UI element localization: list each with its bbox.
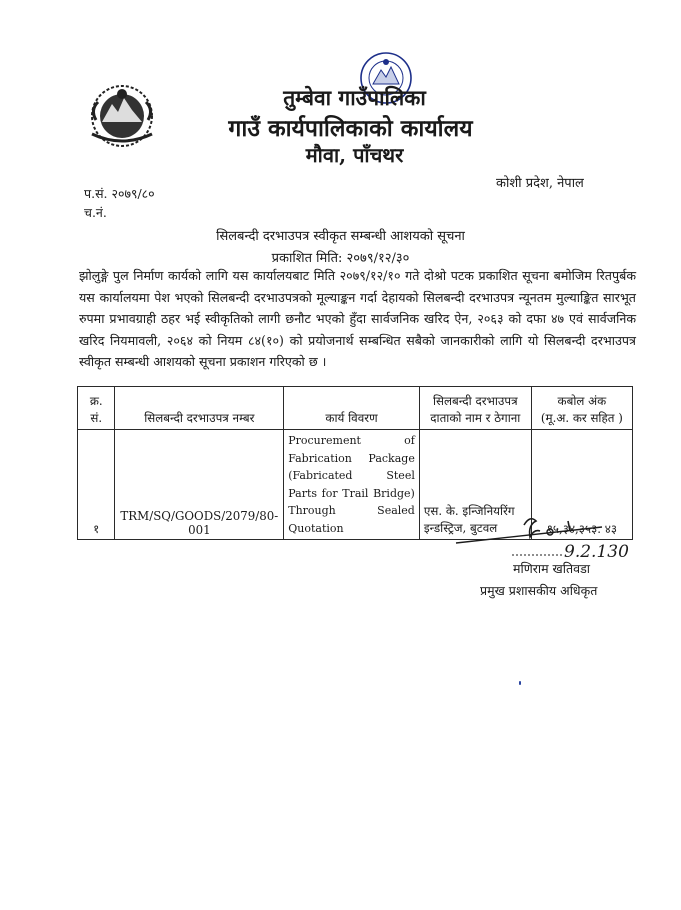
cell-amount: १५,३४,३५३. ४३ <box>531 430 632 540</box>
province-label: कोशी प्रदेश, नेपाल <box>496 176 584 191</box>
office-name: गाउँ कार्यपालिकाको कार्यालय <box>228 115 473 142</box>
notice-title: सिलबन्दी दरभाउपत्र स्वीकृत सम्बन्धी आशयको सूचना <box>216 229 465 244</box>
signatory-name: मणिराम खतिवडा <box>513 561 591 576</box>
published-date: प्रकाशित मिति: २०७९/१२/३० <box>271 251 410 266</box>
cell-sn: १ <box>78 430 115 540</box>
reference-cn: च.नं. <box>84 205 107 220</box>
notice-body: झोलुङ्गे पुल निर्माण कार्यको लागि यस कार्यालयबाट मिति २०७९/१२/१० गते दोश्रो पटक प्रकाशित सूचना बमोजिम रितपुर्बक यस कार्यालयमा पेश भएको सिलबन्दी दरभाउपत्रको मूल्याङ्कन गर्दा देहायको सिलबन्दी दरभाउपत्र न्यूनतम मुल्याङ्कित सारभूत रुपमा प्रभावग्राही ठहर भई स्वीकृतिको लागी छनौट भएको हुँदा सार्वजनिक खरिद ऐन, २०६३ को दफा ४७ एवं सार्वजनिक खरिद नियमावली, २०६४ को नियम ८४(१०) को प्रयोजनार्थ सम्बन्धित सबैको जानकारीको लागि यो सिलबन्दी दरभाउपत्र स्वीकृत सम्बन्धी आशयको सूचना प्रकाशन गरिएको छ । <box>79 268 636 369</box>
handwritten-signature <box>452 505 652 565</box>
header-amount: कबोल अंक (मू.अ. कर सहित ) <box>531 387 632 430</box>
municipality-name: तुम्बेवा गाउँपालिका <box>283 85 426 110</box>
header-sn: क्र. सं. <box>78 387 115 430</box>
signatory-title: प्रमुख प्रशासकीय अधिकृत <box>480 583 598 598</box>
header-bid-no: सिलबन्दी दरभाउपत्र नम्बर <box>115 387 284 430</box>
header-description: कार्य विवरण <box>284 387 420 430</box>
header-bidder: सिलबन्दी दरभाउपत्र दाताको नाम र ठेगाना <box>419 387 531 430</box>
cell-bidder: एस. के. इन्जिनियरिंग इन्डस्ट्रिज, बुटवल <box>419 430 531 540</box>
cell-description: Procurement of Fabrication Package (Fabricated Steel Parts for Trail Bridge) Through Sealed Quotation <box>284 430 420 540</box>
signature-date: 9.2.130 <box>564 542 629 562</box>
table-header-row <box>78 387 633 430</box>
office-location: मौवा, पाँचथर <box>305 143 404 167</box>
ink-speck <box>519 681 521 685</box>
reference-ps: प.सं. २०७९/८० <box>84 186 155 201</box>
cell-bid-no: TRM/SQ/GOODS/2079/80-001 <box>115 430 284 540</box>
